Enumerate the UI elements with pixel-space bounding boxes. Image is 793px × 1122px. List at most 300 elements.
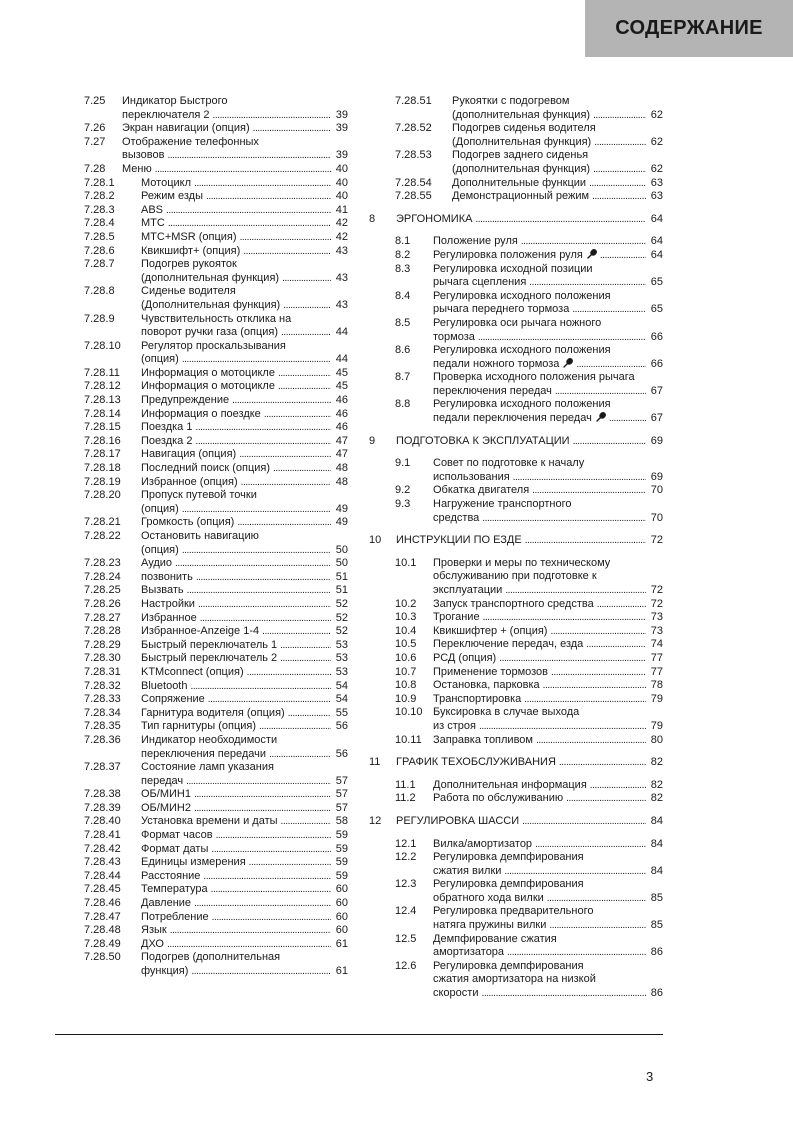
toc-entry[interactable] — [369, 149, 663, 176]
dot-leader — [194, 177, 331, 191]
toc-entry-title: Подогрев заднего сиденья — [452, 149, 589, 162]
toc-page-number: 45 — [335, 366, 348, 379]
toc-entry-title: Регулировка положения руля — [433, 248, 583, 261]
toc-entry-number: 11.2 — [395, 792, 416, 805]
toc-entry[interactable] — [84, 177, 348, 191]
toc-entry[interactable] — [84, 911, 348, 925]
dot-leader — [232, 394, 331, 408]
toc-entry[interactable] — [84, 598, 348, 612]
dot-leader — [182, 353, 331, 367]
wrench-icon — [587, 249, 597, 259]
toc-entry[interactable] — [84, 380, 348, 394]
toc-entry[interactable] — [84, 217, 348, 231]
toc-entry[interactable] — [369, 457, 663, 484]
toc-section-entry[interactable] — [369, 435, 663, 449]
toc-page-number: 67 — [650, 412, 663, 425]
toc-entry[interactable] — [84, 476, 348, 490]
toc-page-number: 53 — [335, 652, 348, 665]
dot-leader — [213, 109, 332, 123]
dot-leader — [200, 612, 331, 626]
dot-leader — [559, 756, 646, 770]
toc-entry[interactable] — [84, 734, 348, 761]
toc-page-number: 59 — [335, 869, 348, 882]
toc-page-number: 60 — [335, 897, 348, 910]
toc-entry[interactable] — [84, 122, 348, 136]
toc-entry-title: Отображение телефонных — [122, 135, 259, 148]
dot-leader — [572, 303, 646, 317]
toc-entry[interactable] — [369, 190, 663, 204]
dot-leader — [195, 421, 331, 435]
toc-entry[interactable] — [369, 122, 663, 149]
toc-entry[interactable] — [369, 693, 663, 707]
toc-entry-title: Транспортировка — [433, 692, 522, 705]
toc-entry[interactable] — [84, 761, 348, 788]
wrench-icon — [596, 412, 606, 422]
toc-entry-title: Состояние ламп указания — [141, 761, 274, 774]
toc-section-entry[interactable] — [369, 815, 663, 829]
toc-entry-title: ДХО — [141, 937, 164, 950]
dot-leader — [194, 802, 331, 816]
toc-entry-title: ИНСТРУКЦИИ ПО ЕЗДЕ — [396, 534, 522, 547]
toc-entry[interactable] — [84, 204, 348, 218]
toc-page-number: 73 — [650, 611, 663, 624]
toc-entry[interactable] — [369, 177, 663, 191]
toc-entry[interactable] — [84, 856, 348, 870]
toc-entry-title: Мотоцикл — [141, 176, 191, 189]
toc-right-column — [369, 95, 663, 1001]
toc-entry[interactable] — [84, 557, 348, 571]
toc-entry-number: 12.1 — [395, 837, 417, 850]
toc-entry-number: 7.28.49 — [84, 937, 121, 950]
toc-section-entry[interactable] — [369, 213, 663, 227]
toc-entry-number: 8.4 — [395, 289, 411, 302]
dot-leader — [481, 987, 646, 1001]
toc-entry-title: ЭРГОНОМИКА — [396, 212, 473, 225]
toc-entry-title: Заправка топливом — [433, 733, 533, 746]
toc-entry-title: РЕГУЛИРОВКА ШАССИ — [396, 814, 520, 827]
toc-entry-title: Демпфирование сжатия — [433, 932, 557, 945]
toc-page-number: 86 — [650, 987, 663, 1000]
toc-entry[interactable] — [84, 924, 348, 938]
toc-entry-title: Избранное (опция) — [141, 475, 238, 488]
toc-entry-title: Чувствительность отклика на — [141, 312, 292, 325]
toc-entry[interactable] — [369, 706, 663, 733]
toc-entry-title: Индикатор необходимости — [141, 733, 278, 746]
toc-entry-number: 7.28.46 — [84, 897, 121, 910]
toc-entry-number: 8.1 — [395, 235, 411, 248]
dot-leader — [211, 843, 331, 857]
toc-entry[interactable] — [369, 679, 663, 693]
toc-entry[interactable] — [84, 693, 348, 707]
toc-page-number: 55 — [335, 706, 348, 719]
toc-section-entry[interactable] — [369, 756, 663, 770]
toc-entry[interactable] — [369, 625, 663, 639]
toc-entry-title: KTMconnect (опция) — [141, 665, 244, 678]
toc-entry[interactable] — [84, 231, 348, 245]
page-number: 3 — [646, 1069, 654, 1084]
toc-page-number: 43 — [335, 298, 348, 311]
toc-entry[interactable] — [369, 398, 663, 425]
toc-entry[interactable] — [369, 95, 663, 122]
toc-entry-number: 7.28.53 — [395, 149, 432, 162]
toc-entry[interactable] — [84, 571, 348, 585]
toc-entry-number: 7.28.21 — [84, 516, 121, 529]
toc-page-number: 84 — [650, 837, 663, 850]
toc-entry[interactable] — [369, 666, 663, 680]
toc-page-number: 62 — [650, 162, 663, 175]
toc-entry[interactable] — [369, 838, 663, 852]
toc-entry[interactable] — [369, 779, 663, 793]
toc-entry-title: педали ножного тормоза — [433, 357, 560, 370]
toc-entry-title: Регулировка демпфирования — [433, 878, 584, 891]
toc-entry-title: Регулировка исходного положения — [433, 344, 611, 357]
toc-entry-title: Поездка 2 — [141, 434, 193, 447]
toc-page-number: 44 — [335, 326, 348, 339]
toc-entry-number: 7.28.22 — [84, 530, 121, 542]
toc-entry[interactable] — [84, 435, 348, 449]
toc-entry[interactable] — [369, 557, 663, 598]
toc-entry[interactable] — [369, 960, 663, 1001]
toc-entry[interactable] — [84, 788, 348, 802]
toc-page-number: 72 — [650, 597, 663, 610]
toc-entry-title: Переключение передач, езда — [433, 638, 584, 651]
dot-leader — [249, 856, 331, 870]
toc-entry-title: Квикшифт+ (опция) — [141, 244, 241, 257]
dot-leader — [524, 693, 646, 707]
toc-entry-number: 10.6 — [395, 651, 417, 664]
toc-entry[interactable] — [84, 612, 348, 626]
toc-entry-number: 7.28.37 — [84, 761, 121, 774]
toc-page-number: 57 — [335, 788, 348, 801]
toc-page-number: 50 — [335, 543, 348, 556]
toc-entry-title: позвонить — [141, 570, 193, 583]
toc-entry-title: использования — [433, 470, 510, 483]
toc-entry[interactable] — [84, 245, 348, 259]
toc-entry-title: Положение руля — [433, 235, 518, 248]
toc-entry-title: Трогание — [433, 611, 480, 624]
toc-entry[interactable] — [84, 584, 348, 598]
toc-entry-title: Подогрев (дополнительная — [141, 951, 281, 964]
toc-entry-number: 12.6 — [395, 959, 417, 972]
toc-entry[interactable] — [84, 639, 348, 653]
toc-entry[interactable] — [369, 792, 663, 806]
toc-page-number: 70 — [650, 511, 663, 524]
toc-entry-number: 8 — [369, 212, 376, 225]
toc-entry-title: переключения передачи — [141, 747, 266, 760]
dot-leader — [478, 331, 646, 345]
toc-entry[interactable] — [369, 652, 663, 666]
toc-entry-title: Сопряжение — [141, 693, 205, 706]
toc-entry-title: ГРАФИК ТЕХОБСЛУЖИВАНИЯ — [396, 756, 556, 769]
toc-page-number: 53 — [335, 665, 348, 678]
toc-entry-title: сжатия амортизатора на низкой — [433, 973, 596, 986]
toc-page-number: 69 — [650, 470, 663, 483]
toc-entry[interactable] — [84, 652, 348, 666]
dot-leader — [475, 213, 646, 227]
toc-entry-title: Быстрый переключатель 2 — [141, 652, 278, 665]
toc-entry-number: 7.28.4 — [84, 217, 115, 230]
toc-entry-number: 10.3 — [395, 611, 417, 624]
toc-entry-number: 7.28.41 — [84, 829, 121, 842]
toc-entry-title: Подогрев рукояток — [141, 258, 237, 271]
toc-entry-number: 7.28 — [84, 162, 106, 175]
toc-entry[interactable] — [369, 851, 663, 878]
dot-leader — [264, 408, 331, 422]
toc-entry-title: переключателя 2 — [122, 108, 210, 121]
dot-leader — [168, 217, 331, 231]
dot-leader — [586, 638, 646, 652]
toc-entry-title: Вилка/амортизатор — [433, 837, 533, 850]
toc-entry-title: ОБ/МИН1 — [141, 788, 191, 801]
dot-leader — [281, 815, 331, 829]
toc-entry[interactable] — [84, 448, 348, 462]
toc-left-column — [84, 95, 348, 979]
toc-page-number: 66 — [650, 330, 663, 343]
toc-entry-number: 7.28.30 — [84, 652, 121, 665]
toc-page-number: 50 — [335, 557, 348, 570]
toc-entry-title: Предупреждение — [141, 394, 230, 407]
dot-leader — [203, 870, 331, 884]
toc-entry[interactable] — [84, 625, 348, 639]
dot-leader — [288, 707, 331, 721]
toc-page-number: 42 — [335, 230, 348, 243]
toc-entry[interactable] — [84, 408, 348, 422]
toc-entry[interactable] — [84, 870, 348, 884]
dot-leader — [507, 946, 646, 960]
toc-entry-number: 7.28.32 — [84, 679, 121, 692]
dot-leader — [504, 865, 646, 879]
toc-entry-title: Регулировка исходного положения — [433, 289, 611, 302]
dot-leader — [593, 163, 646, 177]
toc-entry[interactable] — [369, 498, 663, 525]
toc-entry-number: 7.28.26 — [84, 597, 121, 610]
dot-leader — [273, 462, 331, 476]
toc-entry-number: 7.28.18 — [84, 462, 121, 475]
toc-entry-number: 7.25 — [84, 95, 106, 107]
toc-entry[interactable] — [84, 666, 348, 680]
toc-page-number: 64 — [650, 235, 663, 248]
toc-entry-number: 7.28.40 — [84, 815, 121, 828]
toc-entry-number: 12.5 — [395, 932, 417, 945]
toc-entry-number: 7.28.43 — [84, 856, 121, 869]
toc-entry-number: 8.3 — [395, 262, 411, 275]
dot-leader — [269, 748, 331, 762]
toc-entry-number: 7.28.20 — [84, 489, 121, 502]
toc-page-number: 72 — [650, 584, 663, 596]
toc-page-number: 58 — [335, 815, 348, 828]
toc-entry-number: 12.2 — [395, 851, 417, 864]
dot-leader — [590, 779, 646, 793]
dot-leader — [278, 380, 331, 394]
toc-entry[interactable] — [84, 802, 348, 816]
toc-page-number: 49 — [335, 502, 348, 515]
toc-entry-title: Формат даты — [141, 842, 209, 855]
dot-leader — [566, 792, 646, 806]
toc-page-number: 82 — [650, 792, 663, 805]
toc-entry-title: (дополнительная функция) — [452, 162, 591, 175]
dot-leader — [513, 471, 646, 485]
toc-entry[interactable] — [369, 484, 663, 498]
toc-entry-title: Проверки и меры по техническому — [433, 556, 611, 569]
toc-entry-number: 7.28.19 — [84, 475, 121, 488]
dot-leader — [206, 190, 331, 204]
toc-page-number: 84 — [650, 864, 663, 877]
toc-entry-number: 10.1 — [395, 556, 417, 569]
toc-entry-number: 7.28.23 — [84, 557, 121, 570]
toc-entry[interactable] — [84, 340, 348, 367]
toc-entry[interactable] — [84, 421, 348, 435]
dot-leader — [259, 720, 331, 734]
toc-page-number: 85 — [650, 919, 663, 932]
toc-page-number: 49 — [335, 516, 348, 529]
toc-entry[interactable] — [369, 905, 663, 932]
toc-entry[interactable] — [369, 598, 663, 612]
toc-page-number: 65 — [650, 303, 663, 316]
toc-entry[interactable] — [84, 516, 348, 530]
toc-entry-number: 7.28.3 — [84, 203, 115, 216]
toc-entry[interactable] — [84, 136, 348, 163]
toc-entry-title: педали переключения передач — [433, 412, 592, 425]
toc-entry[interactable] — [369, 933, 663, 960]
toc-entry[interactable] — [84, 367, 348, 381]
toc-entry-number: 10 — [369, 534, 382, 547]
dot-leader — [521, 235, 646, 249]
toc-entry-number: 10.11 — [395, 733, 422, 746]
toc-entry[interactable] — [84, 313, 348, 340]
toc-entry-number: 7.28.25 — [84, 584, 121, 597]
toc-entry[interactable] — [369, 344, 663, 371]
toc-entry-title: Аудио — [141, 557, 173, 570]
toc-entry-number: 8.2 — [395, 248, 411, 261]
dot-leader — [525, 534, 646, 548]
toc-entry-title: Остановка, парковка — [433, 679, 540, 692]
toc-entry[interactable] — [84, 829, 348, 843]
dot-leader — [243, 245, 331, 259]
toc-page-number: 47 — [335, 434, 348, 447]
toc-page-number: 69 — [650, 434, 663, 447]
toc-entry[interactable] — [84, 95, 348, 122]
dot-leader — [247, 666, 331, 680]
toc-entry[interactable] — [84, 258, 348, 285]
toc-page-number: 79 — [650, 719, 663, 732]
toc-entry[interactable] — [84, 285, 348, 312]
dot-leader — [167, 149, 331, 163]
toc-page-number: 57 — [335, 774, 348, 787]
toc-entry[interactable] — [84, 394, 348, 408]
dot-leader — [576, 358, 646, 372]
dot-leader — [212, 911, 331, 925]
toc-entry-number: 12 — [369, 814, 382, 827]
section-header-tab — [585, 0, 793, 57]
toc-entry[interactable] — [84, 938, 348, 952]
toc-entry[interactable] — [369, 611, 663, 625]
toc-entry-number: 11 — [369, 756, 381, 769]
toc-page-number: 45 — [335, 380, 348, 393]
toc-entry[interactable] — [84, 530, 348, 557]
toc-entry[interactable] — [84, 489, 348, 516]
toc-page-number: 64 — [650, 248, 663, 261]
toc-entry[interactable] — [369, 878, 663, 905]
toc-entry-title: тормоза — [433, 330, 475, 343]
toc-entry-number: 7.28.9 — [84, 312, 115, 325]
toc-page-number: 59 — [335, 842, 348, 855]
toc-entry[interactable] — [369, 317, 663, 344]
toc-entry-number: 7.28.11 — [84, 366, 120, 379]
toc-entry-title: функция) — [141, 965, 189, 977]
toc-entry[interactable] — [84, 720, 348, 734]
dot-leader — [594, 136, 646, 150]
toc-entry[interactable] — [369, 249, 663, 263]
dot-leader — [597, 598, 646, 612]
toc-entry-title: Рукоятки с подогревом — [452, 95, 570, 107]
toc-entry-title: ОБ/МИН2 — [141, 801, 191, 814]
toc-entry-number: 7.28.5 — [84, 230, 115, 243]
dot-leader — [482, 512, 646, 526]
toc-entry[interactable] — [369, 371, 663, 398]
toc-entry-title: Обкатка двигателя — [433, 484, 530, 497]
toc-entry-number: 7.28.54 — [395, 176, 432, 189]
toc-entry[interactable] — [84, 883, 348, 897]
toc-entry-number: 12.4 — [395, 905, 417, 918]
toc-entry-number: 7.28.17 — [84, 448, 121, 461]
toc-entry-title: Расстояние — [141, 869, 201, 882]
toc-entry[interactable] — [369, 263, 663, 290]
toc-page-number: 40 — [335, 190, 348, 203]
toc-entry-title: Дополнительная информация — [433, 778, 587, 791]
toc-entry[interactable] — [84, 897, 348, 911]
dot-leader — [535, 838, 646, 852]
toc-entry-number: 10.5 — [395, 638, 417, 651]
toc-entry[interactable] — [369, 638, 663, 652]
toc-entry[interactable] — [84, 707, 348, 721]
toc-entry-number: 9.1 — [395, 457, 411, 470]
toc-entry[interactable] — [84, 815, 348, 829]
toc-entry[interactable] — [84, 163, 348, 177]
dot-leader — [190, 680, 331, 694]
toc-page-number: 60 — [335, 883, 348, 896]
toc-entry-number: 7.28.39 — [84, 801, 121, 814]
toc-entry-title: Избранное-Anzeige 1-4 — [141, 625, 260, 638]
toc-entry-title: поворот ручки газа (опция) — [141, 326, 279, 339]
toc-page-number: 43 — [335, 271, 348, 284]
toc-entry-number: 7.28.45 — [84, 883, 121, 896]
toc-page-number: 66 — [650, 357, 663, 370]
toc-entry[interactable] — [84, 190, 348, 204]
toc-entry[interactable] — [84, 951, 348, 978]
toc-entry[interactable] — [369, 235, 663, 249]
dot-leader — [600, 249, 646, 263]
toc-page-number: 48 — [335, 462, 348, 475]
dot-leader — [609, 412, 646, 426]
toc-section-entry[interactable] — [369, 534, 663, 548]
toc-entry-number: 7.28.12 — [84, 380, 121, 393]
toc-page-number: 59 — [335, 856, 348, 869]
toc-entry-title: (Дополнительная функция) — [452, 135, 592, 148]
toc-entry[interactable] — [84, 680, 348, 694]
toc-entry[interactable] — [84, 462, 348, 476]
page-title: СОДЕРЖАНИЕ — [615, 17, 763, 39]
dot-leader — [237, 516, 331, 530]
toc-entry[interactable] — [369, 290, 663, 317]
dot-leader — [175, 557, 331, 571]
toc-entry[interactable] — [369, 734, 663, 748]
toc-entry-title: Информация о поездке — [141, 407, 261, 420]
toc-entry-title: (дополнительная функция) — [141, 271, 280, 284]
toc-entry-number: 7.28.15 — [84, 421, 121, 434]
toc-page-number: 46 — [335, 421, 348, 434]
toc-entry[interactable] — [84, 843, 348, 857]
dot-leader — [253, 122, 331, 136]
